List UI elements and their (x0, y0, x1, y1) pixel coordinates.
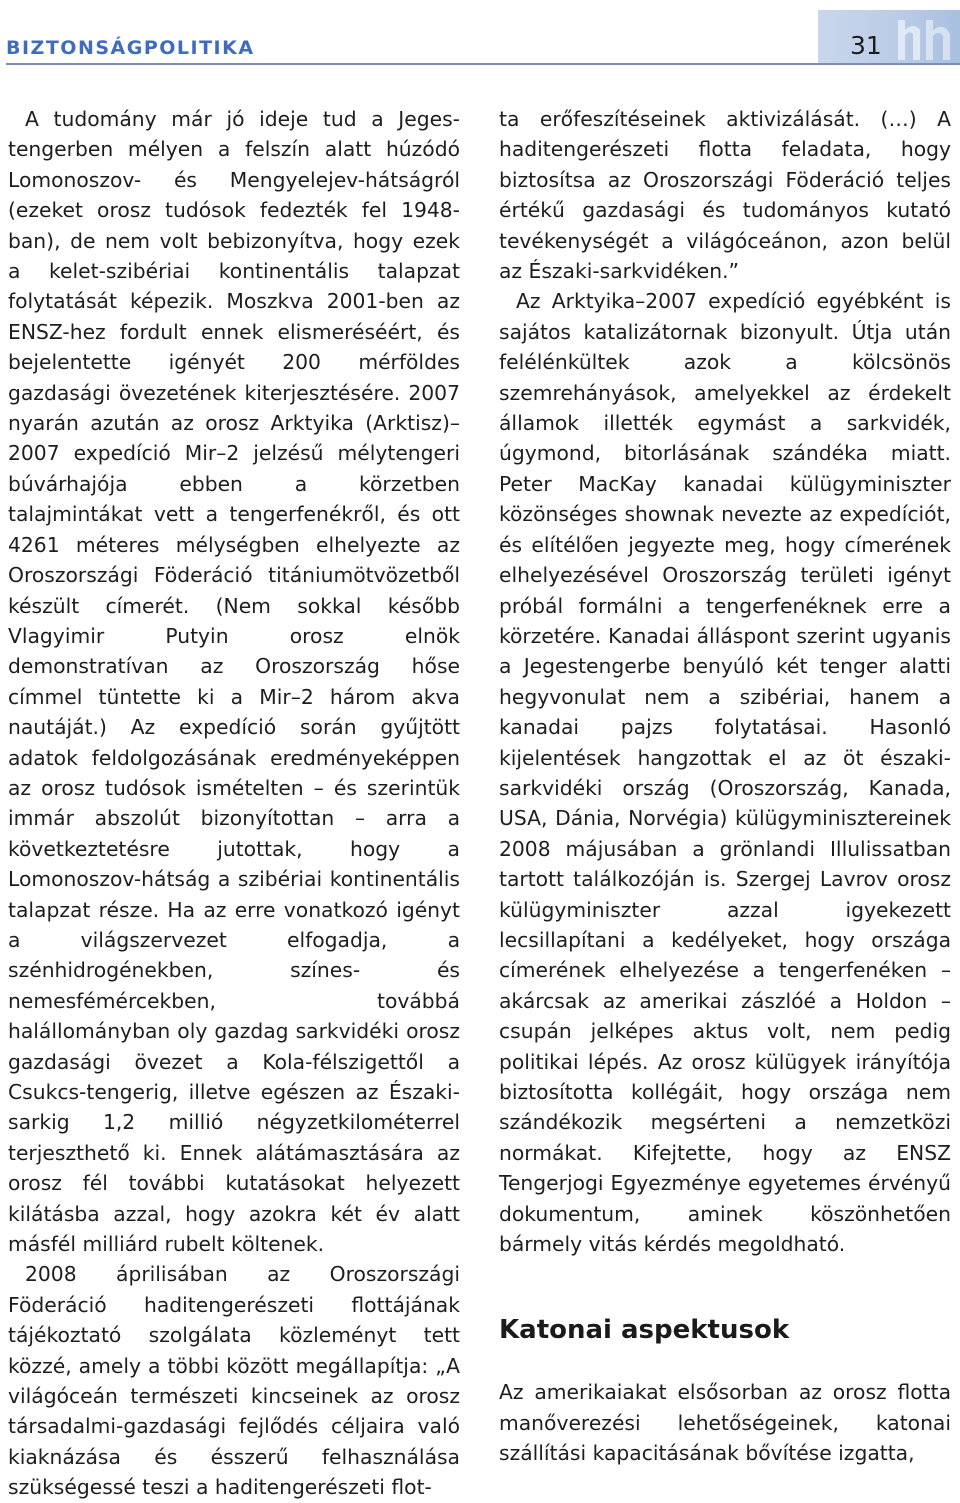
subheading: Katonai aspektusok (499, 1315, 790, 1346)
paragraph: ta erőfeszítéseinek aktivizálását. (…) A haditengerészeti flotta feladata, hogy biztosítsa az Oroszországi Föderáció teljes értékű gazdasági és tudományos kutató tevékenységét a világóceánon, azon belül az Északi-sarkvidéken.” (499, 107, 951, 284)
left-column (8, 104, 460, 1503)
section-title: BIZTONSÁGPOLITIKA (6, 37, 255, 59)
page-number: 31 (850, 31, 882, 60)
paragraph: Az amerikaiakat elsősorban az orosz flotta manőverezési lehetőségeinek, katonai szállítási kapacitásának bővítése izgatta, (499, 1380, 951, 1466)
paragraph: Az Arktyika–2007 expedíció egyébként is sajátos katalizátornak bizonyult. Útja után felélénkültek azok a kölcsönös szemrehányások, amelyekkel az érdekelt államok illették egymást a sarkvidék, úgymond, bitorlásának szándéka miatt. Peter MacKay kanadai külügyminiszter közönséges shownak nevezte az expedíciót, és elítélően jegyezte meg, hogy címerének elhelyezésével Oroszország területi igényt próbál formálni a tengerfenéknek erre a körzetére. Kanadai álláspont szerint ugyanis a Jegestengerbe benyúló két tenger alatti hegyvonulat nem a szibériai, hanem a kanadai pajzs folytatásai. Hasonló kijelentések hangzottak el az öt északi-sarkvidéki ország (Oroszország, Kanada, USA, Dánia, Norvégia) külügyminisztereinek 2008 májusában a grönlandi Illulissatban tartott találkozóján is. Szergej Lavrov orosz külügyminiszter azzal igyekezett lecsillapítani a kedélyeket, hogy országa címerének elhelyezése a tengerfenéken – akárcsak az amerikai zászlóé a Holdon – csupán jelképes aktus volt, nem pedig politikai lépés. Az orosz külügyek irányítója biztosította kollégáit, hogy országa nem szándékozik megsérteni a nemzetközi normákat. Kifejtette, hogy az ENSZ Tengerjogi Egyezménye egyetemes érvényű dokumentum, aminek köszönhetően bármely vitás kérdés megoldható. (499, 289, 951, 1257)
paragraph: 2008 áprilisában az Oroszországi Föderáció haditengerészeti flottájának tájékoztató szolgálata közleményt tett közzé, amely a többi között megállapítja: „A világóceán természeti kincseinek az orosz társadalmi-gazdasági fejlődés céljaira való kiaknázása és ésszerű felhasználása szükségessé teszi a haditengerészeti flot- (8, 1262, 460, 1500)
header-divider (6, 63, 960, 65)
paragraph: A tudomány már jó ideje tud a Jeges-tengerben mélyen a felszín alatt húzódó Lomonoszov- és Mengyelejev-hátságról (ezeket orosz tudósok fedezték fel 1948-ban), de nem volt bebizonyítva, hogy ezek a kelet-szibériai kontinentális talapzat folytatását képezik. Moszkva 2001-ben az ENSZ-hez fordult ennek elismeréséért, és bejelentette igényét 200 mérföldes gazdasági övezetének kiterjesztésére. 2007 nyarán azután az orosz Arktyika (Arktisz)–2007 expedíció Mir–2 jelzésű mélytengeri búvárhajója ebben a körzetben talajmintákat vett a tengerfenékről, és ott 4261 méteres mélységben elhelyezte az Oroszországi Föderáció titániumötvözetből készült címerét. (Nem sokkal később Vlagyimir Putyin orosz elnök demonstratívan az Oroszország hőse címmel tüntette ki a Mir–2 három akva nautáját.) Az expedíció során gyűjtött adatok feldolgozásának eredményeképpen az orosz tudósok ismételten – és szerintük immár abszolút bizonyítottan – arra a következtetésre jutottak, hogy a Lomonoszov-hátság a szibériai kontinentális talapzat része. Ha az erre vonatkozó igényt a világszervezet elfogadja, a szénhidrogénekben, színes- és nemesfémércekben, továbbá halállományban oly gazdag sarkvidéki orosz gazdasági övezet a Kola-félszigettől a Csukcs-tengerig, illetve egészen az Északi-sarkig 1,2 millió négyzetkilométerrel terjeszthető ki. Ennek alátámasztására az orosz fél további kutatásokat helyezett kilátásba azzal, hogy azokra két év alatt másfél milliárd rubelt költenek. (8, 107, 460, 1257)
page-number-box (818, 10, 960, 63)
magazine-logo-icon (896, 16, 956, 62)
right-column (499, 104, 951, 1469)
page-header (0, 0, 960, 70)
